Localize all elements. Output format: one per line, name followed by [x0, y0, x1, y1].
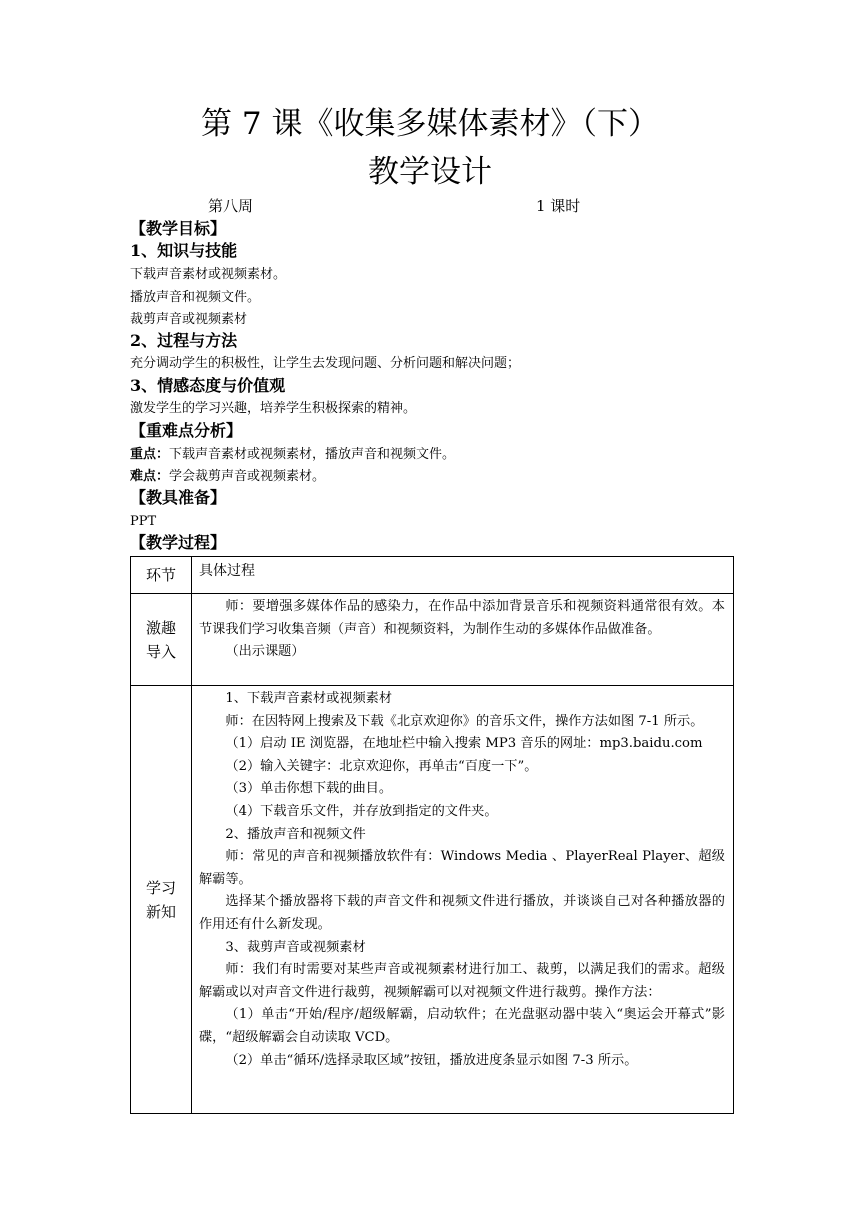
document-subtitle: 教学设计 [368, 154, 492, 190]
difficult-point-text: 学会裁剪声音或视频素材。 [169, 469, 326, 484]
stage-label-learn [131, 686, 192, 1114]
knowledge-line-2: 播放声音和视频文件。 [130, 290, 261, 305]
document-title: 第 7 课《收集多媒体素材》（下） [201, 106, 659, 142]
knowledge-line-3: 裁剪声音或视频素材 [130, 312, 248, 327]
learn-paragraph: 1、下载声音素材或视频素材 [225, 691, 393, 706]
stage-label-line: 新知 [145, 902, 176, 921]
table-row [131, 594, 734, 686]
process-heading: 【教学过程】 [130, 533, 227, 552]
intro-paragraph: （出示课题） [225, 644, 305, 660]
learn-paragraph: 2、播放声音和视频文件 [225, 826, 366, 842]
attitude-line: 激发学生的学习兴趣，培养学生积极探索的精神。 [130, 401, 417, 416]
learn-paragraph: （1）单击“开始/程序/超级解霸，启动软件；在光盘驱动器中装入“奥运会开幕式”影碟，“超级解霸会自动读取 VCD。 [199, 1007, 725, 1045]
learn-paragraph: （4）下载音乐文件，并存放到指定的文件夹。 [225, 803, 498, 819]
learn-paragraph: 师：我们有时需要对某些声音或视频素材进行加工、裁剪，以满足我们的需求。超级解霸或以对声音文件进行裁剪，视频解霸可以对视频文件进行裁剪。操作方法： [199, 962, 725, 1000]
stage-label-line: 激趣 [145, 618, 176, 637]
table-header-row [131, 557, 734, 594]
intro-paragraph: 师：要增强多媒体作品的感染力，在作品中添加背景音乐和视频资料通常很有效。本节课我们学习收集音频（声音）和视频资料，为制作生动的多媒体作品做准备。 [199, 599, 725, 637]
learn-paragraph: （1）启动 IE 浏览器，在地址栏中输入搜索 MP3 音乐的网址：mp3.baidu.com [225, 736, 703, 752]
tools-heading: 【教具准备】 [130, 488, 227, 507]
intro-content [192, 594, 734, 686]
learn-paragraph: 3、裁剪声音或视频素材 [225, 939, 366, 955]
key-point-text: 下载声音素材或视频素材，播放声音和视频文件。 [169, 447, 456, 462]
key-point-label: 重点： [130, 447, 170, 462]
process-method-heading: 2、过程与方法 [130, 331, 238, 350]
key-points-heading: 【重难点分析】 [130, 421, 243, 440]
header-process-cell: 具体过程 [192, 557, 734, 594]
learn-paragraph: 师：在因特网上搜索及下载《北京欢迎你》的音乐文件，操作方法如图 7-1 所示。 [225, 713, 704, 729]
attitude-heading: 3、情感态度与价值观 [130, 376, 286, 395]
stage-label-intro [131, 594, 192, 686]
key-point-line [130, 445, 455, 465]
process-method-line: 充分调动学生的积极性，让学生去发现问题、分析问题和解决问题； [130, 356, 521, 371]
stage-label-line: 学习 [145, 878, 176, 897]
difficult-point-line [130, 467, 325, 487]
teaching-process-table [130, 556, 734, 1114]
learn-paragraph: 选择某个播放器将下载的声音文件和视频文件进行播放，并谈谈自己对各种播放器的作用还有什么新发现。 [199, 894, 725, 932]
tools-text: PPT [130, 514, 157, 529]
learn-paragraph: 师：常见的声音和视频播放软件有：Windows Media 、PlayerReal Player、超级解霸等。 [199, 849, 725, 887]
header-stage-cell: 环节 [131, 557, 192, 594]
knowledge-line-1: 下载声音素材或视频素材。 [130, 267, 287, 282]
objectives-heading: 【教学目标】 [130, 219, 227, 238]
learn-content [192, 686, 734, 1114]
learn-paragraph: （2）单击“循环/选择录取区域”按钮，播放进度条显示如图 7-3 所示。 [225, 1052, 638, 1068]
learn-paragraph: （2）输入关键字：北京欢迎你，再单击“百度一下”。 [225, 758, 538, 774]
difficult-point-label: 难点： [130, 469, 170, 484]
week-label: 第八周 [208, 197, 254, 215]
table-row [131, 686, 734, 1114]
learn-paragraph: （3）单击你想下载的曲目。 [225, 781, 393, 797]
stage-label-line: 导入 [145, 642, 176, 661]
hours-label: 1 课时 [536, 197, 581, 215]
knowledge-heading: 1、知识与技能 [130, 241, 238, 260]
